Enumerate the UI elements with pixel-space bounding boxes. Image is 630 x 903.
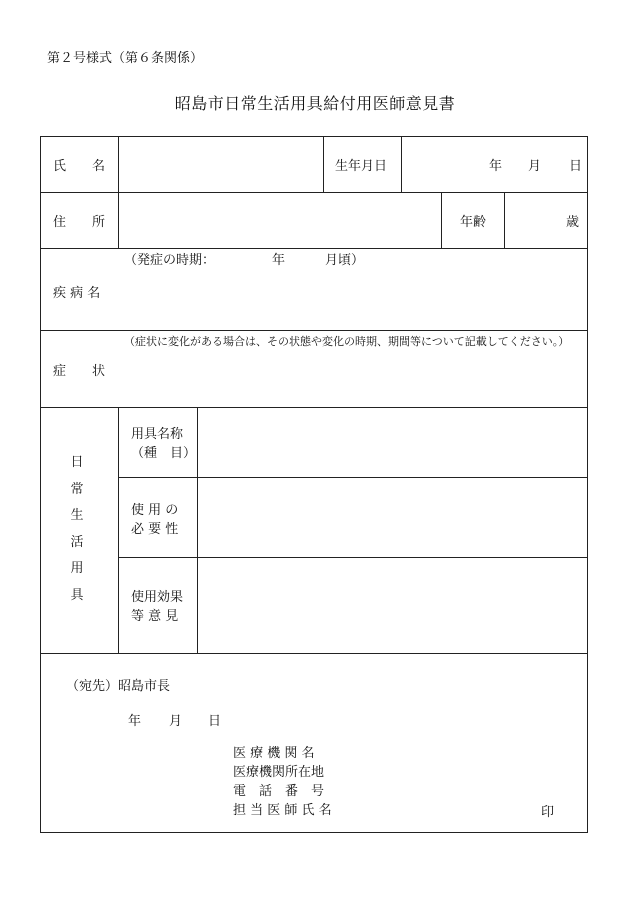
usage-effect-line2: 等 意 見	[131, 609, 179, 624]
form-table	[40, 136, 588, 833]
institution-name-label: 医 療 機 関 名	[233, 746, 315, 761]
rule-row-5	[41, 653, 587, 654]
address-field[interactable]	[119, 193, 440, 247]
dob-day-label: 日	[569, 159, 583, 174]
name-label: 氏 名	[53, 159, 106, 174]
document-title: 昭島市日常生活用具給付用医師意見書	[174, 94, 456, 113]
form-number: 第２号様式（第６条関係）	[47, 51, 204, 66]
rule-age-left	[441, 192, 442, 248]
disease-label: 疾 病 名	[53, 286, 101, 301]
usage-effect-label	[131, 588, 183, 626]
footer-year-label: 年	[128, 714, 142, 729]
symptoms-field[interactable]	[119, 349, 586, 406]
symptoms-note: （症状に変化がある場合は、その状態や変化の時期、期間等について記載してください。）	[124, 335, 570, 348]
usage-necessity-field[interactable]	[198, 478, 586, 556]
equipment-section-label: 日常生活用具	[70, 455, 84, 603]
age-label: 年齢	[460, 215, 487, 230]
equipment-name-line1: 用具名称	[131, 427, 184, 442]
rule-equip-col	[118, 407, 119, 653]
usage-necessity-line2: 必 要 性	[131, 522, 179, 537]
equipment-name-field[interactable]	[198, 408, 586, 476]
addressee: （宛先）昭島市長	[66, 679, 171, 694]
age-unit-label: 歳	[566, 215, 580, 230]
footer-month-label: 月	[169, 714, 183, 729]
dob-month-label: 月	[528, 159, 542, 174]
institution-address-label: 医療機関所在地	[233, 765, 325, 780]
equipment-name-line2: （種 目）	[131, 446, 197, 461]
disease-field[interactable]	[119, 269, 586, 329]
usage-necessity-label	[131, 501, 178, 539]
doctor-name-label: 担 当 医 師 氏 名	[233, 803, 332, 818]
usage-effect-field[interactable]	[198, 558, 586, 652]
dob-year-label: 年	[489, 159, 503, 174]
name-field[interactable]	[119, 138, 322, 191]
dob-label: 生年月日	[335, 159, 388, 174]
rule-row-2	[41, 248, 587, 249]
rule-dob-left	[323, 137, 324, 192]
phone-label: 電 話 番 号	[233, 784, 325, 799]
signature-block	[233, 744, 332, 820]
onset-month-label: 月頃）	[325, 253, 365, 268]
onset-prefix: （発症の時期：	[124, 253, 216, 268]
usage-necessity-line1: 使 用 の	[131, 503, 179, 518]
usage-effect-line1: 使用効果	[131, 590, 184, 605]
onset-year-label: 年	[272, 253, 286, 268]
symptoms-label: 症 状	[53, 364, 106, 379]
footer-day-label: 日	[208, 714, 222, 729]
address-label: 住 所	[53, 215, 106, 230]
equipment-name-label	[131, 425, 196, 463]
rule-row-3	[41, 330, 587, 331]
seal-mark: 印	[541, 805, 555, 820]
